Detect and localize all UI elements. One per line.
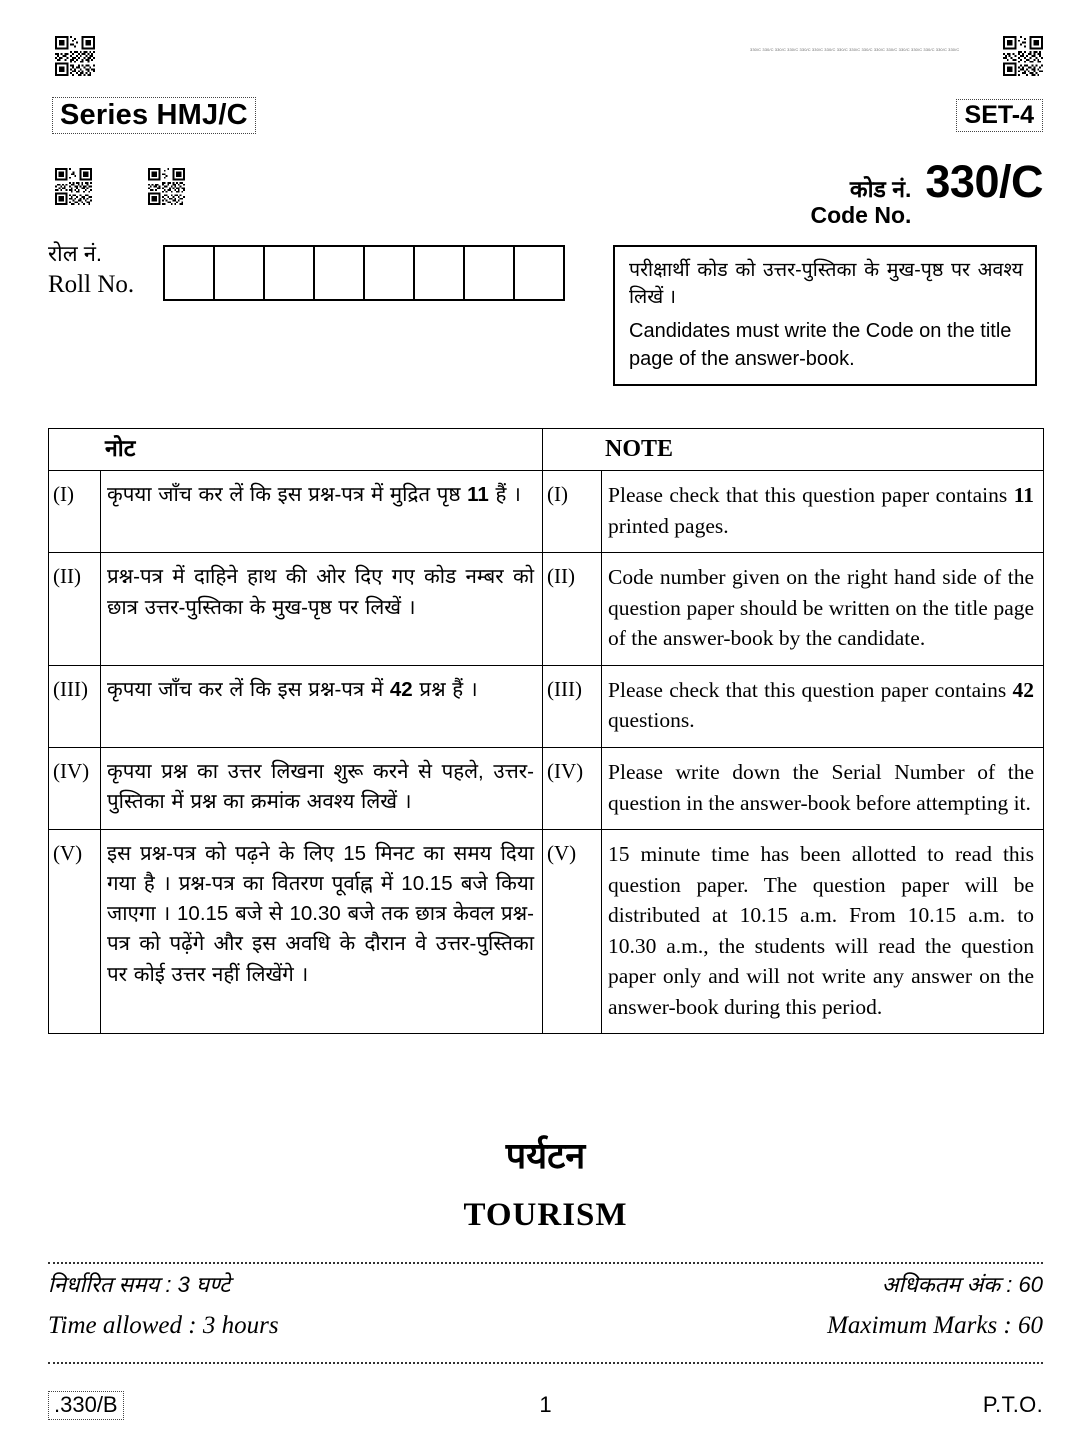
- code-number-value: 330/C: [925, 156, 1043, 207]
- roll-no-digit-cell[interactable]: [265, 247, 315, 299]
- divider-dotted-top: [48, 1262, 1043, 1266]
- row-text-english: Code number given on the right hand side of the question paper should be written on the title page of the answer-book by the candidate.: [602, 553, 1044, 666]
- qr-code-icon: [55, 168, 92, 210]
- page-number: 1: [539, 1392, 552, 1417]
- roll-no-digit-cell[interactable]: [215, 247, 265, 299]
- table-row: [49, 553, 1044, 666]
- roll-no-digit-cell[interactable]: [315, 247, 365, 299]
- note-header-english: NOTE: [543, 429, 1044, 471]
- row-number-hindi: (I): [49, 471, 101, 553]
- qr-code-icon: [55, 36, 95, 81]
- row-text-hindi: इस प्रश्न-पत्र को पढ़ने के लिए 15 मिनट का समय दिया गया है । प्रश्न-पत्र का वितरण पूर्वाह्न में 10.15 बजे किया जाएगा । 10.15 बजे से 10.30 बजे तक छात्र केवल प्रश्न-पत्र को पढ़ेंगे और इस अवधि के दौरान वे उत्तर-पुस्तिका पर कोई उत्तर नहीं लिखेंगे ।: [101, 830, 543, 1034]
- row-text-english: 15 minute time has been allotted to read this question paper. The question paper will be distributed at 10.15 a.m. From 10.15 a.m. to 10.30 a.m., the students will read the question paper only and will not write any answer on the answer-book during this period.: [602, 830, 1044, 1034]
- code-label-hindi: कोड नं.: [849, 176, 912, 202]
- table-row: [49, 471, 1044, 553]
- qr-code-icon: [1003, 36, 1043, 81]
- maximum-marks-hindi: अधिकतम अंक : 60: [881, 1272, 1043, 1297]
- row-number-hindi: (IV): [49, 748, 101, 830]
- roll-no-digit-cell[interactable]: [415, 247, 465, 299]
- roll-no-label-hindi: रोल नं.: [48, 241, 103, 266]
- pto-label: P.T.O.: [982, 1392, 1043, 1417]
- row-number-hindi: (II): [49, 553, 101, 666]
- table-row: [49, 830, 1044, 1034]
- row-text-hindi: प्रश्न-पत्र में दाहिने हाथ की ओर दिए गए कोड नम्बर को छात्र उत्तर-पुस्तिका के मुख-पृष्ठ पर लिखें ।: [101, 553, 543, 666]
- maximum-marks-english: Maximum Marks : 60: [827, 1312, 1043, 1339]
- row-text-hindi: कृपया जाँच कर लें कि इस प्रश्न-पत्र में मुद्रित पृष्ठ 11 हैं ।: [101, 471, 543, 553]
- roll-no-input-boxes[interactable]: [163, 245, 565, 301]
- row-number-english: (I): [543, 471, 602, 553]
- qr-code-icon: [148, 168, 185, 210]
- row-text-english: Please check that this question paper contains 42 questions.: [602, 665, 1044, 747]
- table-row: [49, 748, 1044, 830]
- row-number-hindi: (III): [49, 665, 101, 747]
- row-text-english: Please check that this question paper contains 11 printed pages.: [602, 471, 1044, 553]
- code-number-block: [810, 156, 1043, 229]
- microtext-strip: 330/C 330/C 330/C 330/C 330/C 330/C 330/C 330/C 330/C 330/C 330/C 330/C 330/C 330/C 330/C 330/C 330/C: [750, 47, 960, 52]
- roll-no-digit-cell[interactable]: [465, 247, 515, 299]
- table-header-row: [49, 429, 1044, 471]
- roll-no-digit-cell[interactable]: [515, 247, 565, 299]
- time-allowed-hindi: निर्धारित समय : 3 घण्टे: [48, 1272, 231, 1297]
- row-number-english: (V): [543, 830, 602, 1034]
- subject-title-hindi: पर्यटन: [505, 1135, 586, 1176]
- exam-meta-band: [48, 1274, 1043, 1338]
- set-label: SET-4: [956, 99, 1043, 132]
- code-label-english: Code No.: [810, 201, 912, 228]
- note-header-hindi: नोट: [49, 429, 543, 471]
- candidate-instruction-hindi: परीक्षार्थी कोड को उत्तर-पुस्तिका के मुख-पृष्ठ पर अवश्य लिखें ।: [629, 259, 1023, 308]
- footer-code-label: .330/B: [48, 1391, 124, 1420]
- series-label: Series HMJ/C: [52, 97, 256, 134]
- row-number-english: (III): [543, 665, 602, 747]
- candidate-instruction-english: Candidates must write the Code on the title page of the answer-book.: [629, 319, 1012, 371]
- row-text-hindi: कृपया प्रश्न का उत्तर लिखना शुरू करने से पहले, उत्तर-पुस्तिका में प्रश्न का क्रमांक अवश्य लिखें ।: [101, 748, 543, 830]
- divider-dotted-bottom: [48, 1362, 1043, 1366]
- row-number-hindi: (V): [49, 830, 101, 1034]
- roll-no-label: [48, 239, 134, 301]
- roll-no-digit-cell[interactable]: [165, 247, 215, 299]
- roll-no-digit-cell[interactable]: [365, 247, 415, 299]
- row-text-english: Please write down the Serial Number of the question in the answer-book before attempting it.: [602, 748, 1044, 830]
- time-allowed-english: Time allowed : 3 hours: [48, 1312, 279, 1339]
- candidate-instruction-box: [613, 245, 1037, 386]
- row-text-hindi: कृपया जाँच कर लें कि इस प्रश्न-पत्र में 42 प्रश्न हैं ।: [101, 665, 543, 747]
- table-row: [49, 665, 1044, 747]
- roll-no-label-english: Roll No.: [48, 271, 135, 299]
- row-number-english: (IV): [543, 748, 602, 830]
- note-instructions-table: [48, 428, 1044, 1034]
- subject-title-english: TOURISM: [463, 1197, 628, 1233]
- row-number-english: (II): [543, 553, 602, 666]
